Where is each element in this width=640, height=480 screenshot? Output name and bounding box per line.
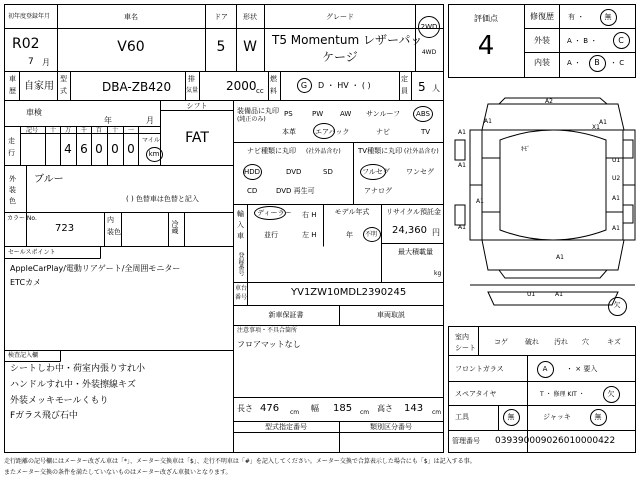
mark-missing: 欠 bbox=[613, 301, 621, 309]
mileage-label-2: 行 bbox=[8, 149, 15, 157]
unit-1: 十 bbox=[49, 127, 57, 134]
repair-none: 無 bbox=[604, 13, 612, 21]
warranty: 新車保証書 bbox=[268, 311, 304, 319]
shift-value: FAT bbox=[185, 130, 209, 146]
navi-sd: SD bbox=[323, 168, 333, 176]
mileage-digit-4: 0 bbox=[111, 142, 119, 156]
room-label-2: シート bbox=[455, 344, 476, 352]
interior-label: 内装 bbox=[534, 58, 550, 67]
footer-line-2: またメーター交換の条件を満たしていないものはメーター改ざん車扱いとなります。 bbox=[4, 469, 232, 476]
navi-type-sub: (社外品含む) bbox=[306, 148, 341, 155]
fuel-label-1: 燃 bbox=[270, 75, 277, 83]
navi-dvd-play: DVD 再生可 bbox=[276, 187, 315, 195]
cold-label: 冷蔵 bbox=[171, 220, 179, 234]
fuel-g: G bbox=[300, 81, 308, 90]
interior-color-label-1: 内 bbox=[107, 216, 114, 224]
class-number-label: 類別区分番号 bbox=[370, 423, 412, 431]
mgmt-label: 管理番号 bbox=[452, 437, 480, 445]
model-label-2: 式 bbox=[60, 87, 67, 95]
unit-5: 十 bbox=[111, 127, 119, 134]
mark-u1: U1 bbox=[612, 157, 621, 164]
width-unit: cm bbox=[360, 409, 370, 416]
sales-line-1: AppleCarPlay/電動リアゲート/全周囲モニター bbox=[10, 264, 181, 273]
reg-label: 登録番号 bbox=[237, 252, 244, 276]
inspector-line-1: シートしわ中・荷室内張りすれ小 bbox=[10, 364, 146, 374]
tv-type-label: TV種類に丸印 bbox=[358, 147, 403, 155]
doors-value: 5 bbox=[216, 39, 226, 55]
glass-options: ・ × 要入 bbox=[566, 365, 598, 373]
mark-roof: A2 bbox=[545, 98, 553, 105]
room-label-1: 室内 bbox=[455, 333, 469, 341]
color-value: ブルー bbox=[34, 174, 64, 185]
import-label-2: 入 bbox=[237, 221, 244, 229]
jack-label: ジャッキ bbox=[543, 413, 571, 421]
sales-label: セールスポイント bbox=[8, 249, 56, 256]
score-label: 評価点 bbox=[474, 14, 498, 23]
color-note: ( ) 色替車は色替と記入 bbox=[126, 195, 199, 203]
left-handle: 左 H bbox=[302, 231, 317, 239]
room-item-5: キズ bbox=[607, 338, 621, 346]
exterior-label: 外装 bbox=[534, 36, 550, 45]
mileage-digit-3: 0 bbox=[95, 142, 103, 156]
recycle-value: 24,360 bbox=[392, 225, 427, 236]
equip-ps: PS bbox=[284, 110, 293, 118]
grade-label: グレード bbox=[326, 13, 354, 21]
sales-line-2: ETCカメ bbox=[10, 278, 42, 287]
tv-oneseg: ワンセグ bbox=[406, 168, 434, 176]
height-label: 高さ bbox=[377, 404, 393, 413]
recycle-label: リサイクル預託金 bbox=[386, 208, 442, 216]
use-label-2: 歴 bbox=[9, 87, 16, 95]
equip-aw: AW bbox=[340, 110, 352, 118]
length-value: 476 bbox=[260, 403, 280, 414]
shift-label: シフト bbox=[186, 102, 208, 110]
model-year-label: モデル年式 bbox=[334, 208, 370, 216]
grade-line-1: T5 Momentum レザーパッ bbox=[272, 33, 423, 47]
equip-pw: PW bbox=[312, 110, 324, 118]
interior-option-c: ・ C bbox=[610, 59, 625, 67]
capacity-value: 5 bbox=[418, 80, 426, 94]
mark-8: A1 bbox=[612, 225, 620, 232]
mgmt-value: 039390009026010000422 bbox=[495, 436, 616, 446]
notes-label: 注意事項・不具合箇所 bbox=[237, 327, 298, 334]
mileage-digit-1: 4 bbox=[64, 142, 72, 156]
inspection-year: 年 bbox=[104, 116, 112, 125]
exterior-options: A ・ B ・ bbox=[567, 37, 598, 45]
max-load-label: 最大積載量 bbox=[398, 248, 433, 256]
drive-2wd: 2WD bbox=[420, 23, 438, 31]
tv-type-sub: (社外品含む) bbox=[404, 148, 439, 155]
inspection-label: 車検 bbox=[26, 108, 42, 117]
mark-7: A1 bbox=[458, 224, 466, 231]
score-value: 4 bbox=[477, 31, 495, 61]
body-label: 形状 bbox=[243, 13, 257, 21]
length-label: 長さ bbox=[237, 404, 253, 413]
mark-3: A1 bbox=[458, 129, 466, 136]
tv-analog: アナログ bbox=[364, 187, 392, 195]
capacity-label-2: 員 bbox=[401, 87, 408, 95]
equipment-sublabel: (純正のみ) bbox=[237, 116, 266, 123]
vin-label-1: 車台 bbox=[235, 285, 248, 292]
width-value: 185 bbox=[333, 403, 353, 414]
mark-9: A1 bbox=[556, 254, 564, 261]
person-unit: 人 bbox=[432, 84, 440, 93]
spare-label: スペアタイヤ bbox=[455, 390, 497, 398]
repair-options: 有 ・ bbox=[568, 13, 585, 21]
fuel-options: D ・ HV ・ ( ) bbox=[318, 81, 371, 90]
mark-1: A1 bbox=[484, 118, 492, 125]
navi-cd: CD bbox=[247, 187, 258, 195]
first-reg-label: 初年度登録年月 bbox=[8, 13, 51, 20]
equip-navi: ナビ bbox=[376, 128, 390, 136]
drive-4wd: 4WD bbox=[421, 49, 437, 56]
mileage-digit-5: 0 bbox=[127, 142, 135, 156]
room-item-1: コゲ bbox=[494, 338, 508, 346]
height-value: 143 bbox=[404, 403, 424, 414]
mileage-label-1: 走 bbox=[8, 137, 15, 145]
color-label-1: 外 bbox=[9, 175, 16, 183]
color-no: 723 bbox=[55, 223, 75, 234]
vin-value: YV1ZW10MDL2390245 bbox=[291, 287, 407, 298]
use-label-1: 車 bbox=[9, 75, 16, 83]
max-load-unit: kg bbox=[434, 270, 442, 277]
navi-hdd: HDD bbox=[243, 168, 261, 176]
mark-u2: U2 bbox=[612, 175, 621, 182]
notes-value: フロアマットなし bbox=[237, 340, 301, 349]
body-value: W bbox=[243, 39, 257, 55]
mark-6: A1 bbox=[476, 198, 484, 205]
room-item-2: 破れ bbox=[525, 338, 539, 346]
color-label-3: 色 bbox=[9, 197, 16, 205]
exterior-grade: C bbox=[618, 36, 624, 45]
unit-2: 万 bbox=[64, 127, 72, 134]
navi-dvd: DVD bbox=[286, 168, 302, 176]
manual: 車両取説 bbox=[377, 311, 405, 319]
tv-fullseg: フルセグ bbox=[362, 168, 390, 176]
room-item-4: 穴 bbox=[582, 338, 589, 346]
interior-color-label-2: 装色 bbox=[107, 228, 121, 236]
equip-abs: ABS bbox=[416, 110, 430, 118]
inspector-line-2: ハンドルすれ中・外装擦線キズ bbox=[10, 380, 136, 390]
mark-u1-rear: U1 bbox=[527, 291, 536, 298]
displacement-label-2: 気量 bbox=[186, 87, 199, 94]
equip-tv: TV bbox=[421, 128, 431, 136]
length-unit: cm bbox=[290, 409, 300, 416]
car-name: V60 bbox=[117, 39, 145, 55]
inspector-label: 検査記入欄 bbox=[8, 352, 39, 359]
tool-none: 無 bbox=[507, 413, 515, 421]
inspector-line-3: 外装メッキモールくもり bbox=[10, 396, 109, 406]
import-label-1: 輸 bbox=[237, 210, 244, 218]
dealer: ディーラー bbox=[257, 209, 292, 217]
capacity-label-1: 定 bbox=[401, 75, 408, 83]
mile-unit: マイル bbox=[142, 137, 160, 144]
type-number-label: 型式指定番号 bbox=[265, 423, 307, 431]
use-value: 自家用 bbox=[24, 81, 54, 92]
interior-grade: B bbox=[594, 58, 600, 67]
import-label-3: 車 bbox=[237, 232, 244, 240]
inspector-line-4: Fガラス飛び石中 bbox=[10, 411, 78, 421]
right-handle: 右 H bbox=[302, 211, 317, 219]
model-value: DBA-ZB420 bbox=[102, 80, 172, 94]
cc-unit: cc bbox=[256, 87, 264, 95]
model-year-unknown: 不明 bbox=[365, 231, 378, 238]
mark-4: A1 bbox=[458, 162, 466, 169]
km-unit: km bbox=[148, 150, 160, 158]
mark-5: A1 bbox=[612, 195, 620, 202]
car-name-label: 車名 bbox=[124, 13, 138, 21]
repair-label: 修復歴 bbox=[530, 12, 554, 21]
spare-options: T ・ 修理 KIT ・ bbox=[540, 391, 585, 398]
interior-option-a: A ・ bbox=[567, 59, 582, 67]
glass-grade: A bbox=[542, 365, 548, 373]
model-label-1: 型 bbox=[60, 75, 67, 83]
mileage-digits-label: 記号 bbox=[26, 127, 39, 134]
height-unit: cm bbox=[432, 409, 442, 416]
mark-x1: X1 bbox=[592, 124, 600, 131]
equipment-label: 装備品に丸印 bbox=[237, 107, 279, 115]
equip-leather: 本革 bbox=[282, 128, 296, 136]
unit-4: 百 bbox=[95, 127, 103, 134]
model-year-year: 年 bbox=[346, 231, 353, 239]
equip-sunroof: サンルーフ bbox=[366, 110, 401, 118]
unit-3: 千 bbox=[80, 127, 88, 134]
tool-label: 工具 bbox=[455, 413, 469, 421]
mark-10: A1 bbox=[555, 291, 563, 298]
equip-airbag: エアバック bbox=[315, 128, 350, 136]
month-unit: 月 bbox=[42, 58, 50, 67]
color-no-label: カラー No. bbox=[7, 215, 37, 222]
inspection-month: 月 bbox=[146, 116, 154, 125]
recycle-unit: 円 bbox=[432, 228, 440, 237]
color-label-2: 装 bbox=[9, 186, 16, 194]
glass-label: フロントガラス bbox=[455, 365, 504, 373]
displacement-value: 2000 bbox=[226, 79, 257, 93]
mileage-digit-2: 6 bbox=[80, 142, 88, 156]
grade-line-2: ケージ bbox=[322, 50, 358, 64]
mark-2: A1 bbox=[599, 119, 607, 126]
parallel: 並行 bbox=[264, 231, 278, 239]
unit-6: 一 bbox=[127, 127, 135, 134]
width-label: 幅 bbox=[311, 404, 319, 413]
displacement-label-1: 排 bbox=[188, 75, 195, 83]
footer-line-1: 走行距離の記号欄にはメーター改ざん車は「*」、メーター交換車は「$」、走行不明車は「#」を記入してください。メーター交換で合算表示した場合にも「$」は記入する事。 bbox=[4, 458, 476, 465]
spare-none: 欠 bbox=[607, 390, 615, 398]
fuel-label-2: 料 bbox=[270, 87, 277, 95]
first-reg-month: 7 bbox=[28, 57, 34, 67]
doors-label: ドア bbox=[214, 13, 228, 21]
vin-label-2: 番号 bbox=[235, 294, 248, 301]
mark-scratch: ｷﾓﾞ bbox=[521, 146, 531, 153]
navi-type-label: ナビ種類に丸印 bbox=[247, 147, 296, 155]
jack-none: 無 bbox=[594, 413, 602, 421]
room-item-3: 汚れ bbox=[554, 338, 568, 346]
first-reg-year: R02 bbox=[12, 36, 40, 52]
